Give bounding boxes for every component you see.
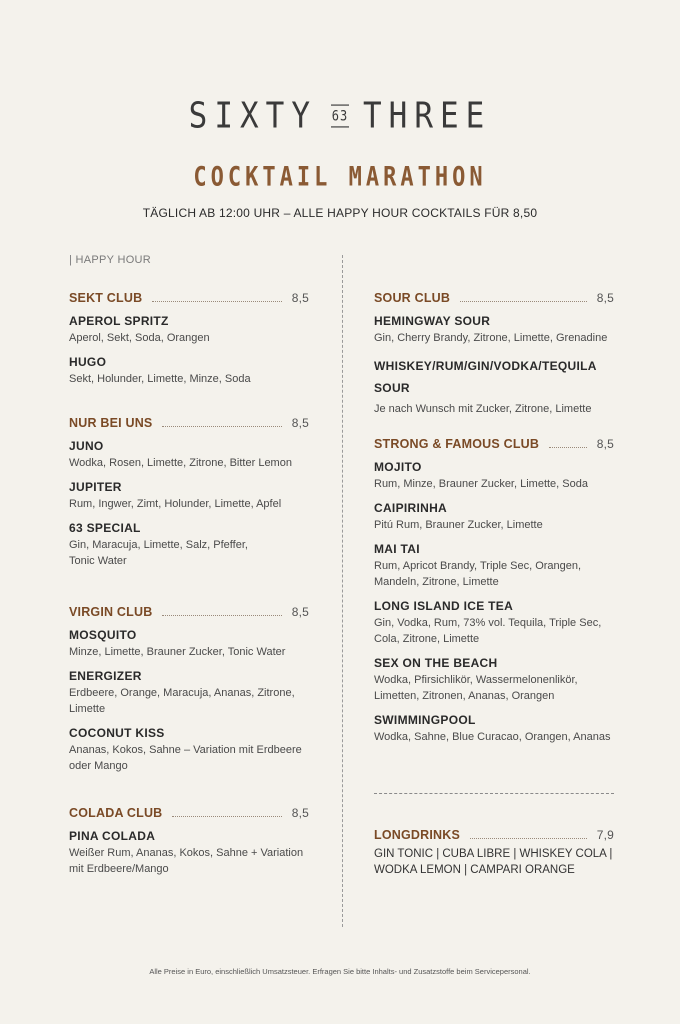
section-title: NUR BEI UNS	[69, 416, 153, 430]
footer-note: Alle Preise in Euro, einschließlich Umsatzsteuer. Erfragen Sie bitte Inhalts- und Zusatzstoffe beim Servicepersonal.	[149, 967, 531, 976]
section-price: 8,5	[596, 291, 614, 305]
item-name: WHISKEY/RUM/GIN/VODKA/TEQUILA SOUR	[374, 359, 597, 395]
section-header	[69, 806, 309, 820]
section-nur-bei-uns	[69, 416, 309, 569]
item-description: Ananas, Kokos, Sahne – Variation mit Erdbeere oder Mango	[69, 744, 302, 772]
menu-item	[374, 713, 614, 745]
menu-tagline: TÄGLICH AB 12:00 UHR – ALLE HAPPY HOUR COCKTAILS FÜR 8,50	[142, 206, 538, 220]
leader-dots	[172, 816, 281, 817]
section-colada-club	[69, 806, 309, 877]
menu-item	[374, 355, 614, 417]
section-header	[69, 605, 309, 619]
leader-dots	[470, 838, 587, 839]
item-description: Wodka, Sahne, Blue Curacao, Orangen, Ananas	[374, 731, 611, 743]
section-header	[374, 291, 614, 305]
item-name: HEMINGWAY SOUR	[374, 314, 491, 328]
menu-item	[374, 656, 614, 704]
item-description: Gin, Vodka, Rum, 73% vol. Tequila, Triple Sec, Cola, Zitrone, Limette	[374, 617, 602, 645]
item-description: Wodka, Rosen, Limette, Zitrone, Bitter Lemon	[69, 457, 292, 469]
menu-subtitle: COCKTAIL MARATHON	[193, 162, 487, 193]
item-name: JUNO	[69, 439, 104, 453]
longdrinks-list: GIN TONIC | CUBA LIBRE | WHISKEY COLA | WODKA LEMON | CAMPARI ORANGE	[374, 848, 613, 876]
item-name: MOJITO	[374, 460, 422, 474]
item-name: HUGO	[69, 355, 107, 369]
leader-dots	[152, 301, 281, 302]
section-price: 7,9	[596, 828, 614, 842]
section-sour-club	[374, 291, 614, 417]
brand-left: SIXTY	[188, 95, 317, 137]
item-description: Minze, Limette, Brauner Zucker, Tonic Water	[69, 646, 286, 658]
section-price: 8,5	[596, 437, 614, 451]
section-price: 8,5	[291, 291, 309, 305]
item-name: PINA COLADA	[69, 829, 156, 843]
item-name: MOSQUITO	[69, 628, 137, 642]
section-price: 8,5	[291, 605, 309, 619]
happy-hour-label: | HAPPY HOUR	[69, 254, 152, 266]
section-title: COLADA CLUB	[69, 806, 163, 820]
item-name: SEX ON THE BEACH	[374, 656, 498, 670]
item-name: LONG ISLAND ICE TEA	[374, 599, 514, 613]
section-strong-famous-club	[374, 437, 614, 745]
leader-dots	[162, 615, 281, 616]
menu-item	[69, 628, 309, 660]
section-header	[374, 437, 614, 451]
brand-mark-overline	[331, 105, 349, 106]
menu-item	[374, 460, 614, 492]
section-price: 8,5	[291, 806, 309, 820]
item-description: Pitú Rum, Brauner Zucker, Limette	[374, 519, 543, 531]
item-name: 63 SPECIAL	[69, 521, 141, 535]
leader-dots	[460, 301, 587, 302]
leader-dots	[162, 426, 281, 427]
item-description: Rum, Minze, Brauner Zucker, Limette, Soda	[374, 478, 588, 490]
menu-item	[374, 599, 614, 647]
item-name: APEROL SPRITZ	[69, 314, 169, 328]
section-sekt-club	[69, 291, 309, 387]
menu-item	[69, 669, 309, 717]
section-longdrinks	[374, 828, 614, 878]
item-description: Rum, Apricot Brandy, Triple Sec, Orangen, Mandeln, Zitrone, Limette	[374, 560, 582, 588]
menu-item	[374, 314, 614, 346]
item-name: SWIMMINGPOOL	[374, 713, 476, 727]
item-description: Erdbeere, Orange, Maracuja, Ananas, Zitrone, Limette	[69, 687, 295, 715]
item-description: Aperol, Sekt, Soda, Orangen	[69, 332, 210, 344]
menu-item	[69, 439, 309, 471]
section-title: SOUR CLUB	[374, 291, 451, 305]
section-price: 8,5	[291, 416, 309, 430]
item-name: CAIPIRINHA	[374, 501, 448, 515]
item-name: ENERGIZER	[69, 669, 142, 683]
item-description: Sekt, Holunder, Limette, Minze, Soda	[69, 373, 251, 385]
item-description: Je nach Wunsch mit Zucker, Zitrone, Limette	[374, 403, 592, 415]
item-name: COCONUT KISS	[69, 726, 165, 740]
section-header	[69, 291, 309, 305]
section-separator	[374, 793, 614, 794]
brand-logo	[0, 95, 680, 136]
menu-item	[69, 726, 309, 774]
item-description: Gin, Cherry Brandy, Zitrone, Limette, Grenadine	[374, 332, 608, 344]
menu-item	[374, 542, 614, 590]
brand-mark-underline	[331, 126, 349, 127]
item-description: Rum, Ingwer, Zimt, Holunder, Limette, Apfel	[69, 498, 282, 510]
brand-right: THREE	[363, 95, 492, 137]
menu-item	[374, 846, 614, 878]
menu-item	[69, 521, 309, 569]
item-description: Weißer Rum, Ananas, Kokos, Sahne + Variation mit Erdbeere/Mango	[69, 847, 304, 875]
section-header	[374, 828, 614, 842]
item-description: Wodka, Pfirsichlikör, Wassermelonenlikör, Limetten, Zitronen, Ananas, Orangen	[374, 674, 578, 702]
menu-item	[374, 501, 614, 533]
column-divider	[342, 255, 343, 927]
leader-dots	[549, 447, 587, 448]
section-header	[69, 416, 309, 430]
menu-item	[69, 829, 309, 877]
menu-item	[69, 314, 309, 346]
section-title: LONGDRINKS	[374, 828, 461, 842]
section-virgin-club	[69, 605, 309, 774]
section-title: VIRGIN CLUB	[69, 605, 153, 619]
brand-mark	[331, 105, 349, 128]
menu-item	[69, 480, 309, 512]
section-title: SEKT CLUB	[69, 291, 143, 305]
item-name: MAI TAI	[374, 542, 420, 556]
item-name: JUPITER	[69, 480, 122, 494]
menu-item	[69, 355, 309, 387]
brand-mark-text: 63	[331, 107, 349, 125]
section-title: STRONG & FAMOUS CLUB	[374, 437, 540, 451]
item-description: Gin, Maracuja, Limette, Salz, Pfeffer, Tonic Water	[69, 539, 248, 567]
